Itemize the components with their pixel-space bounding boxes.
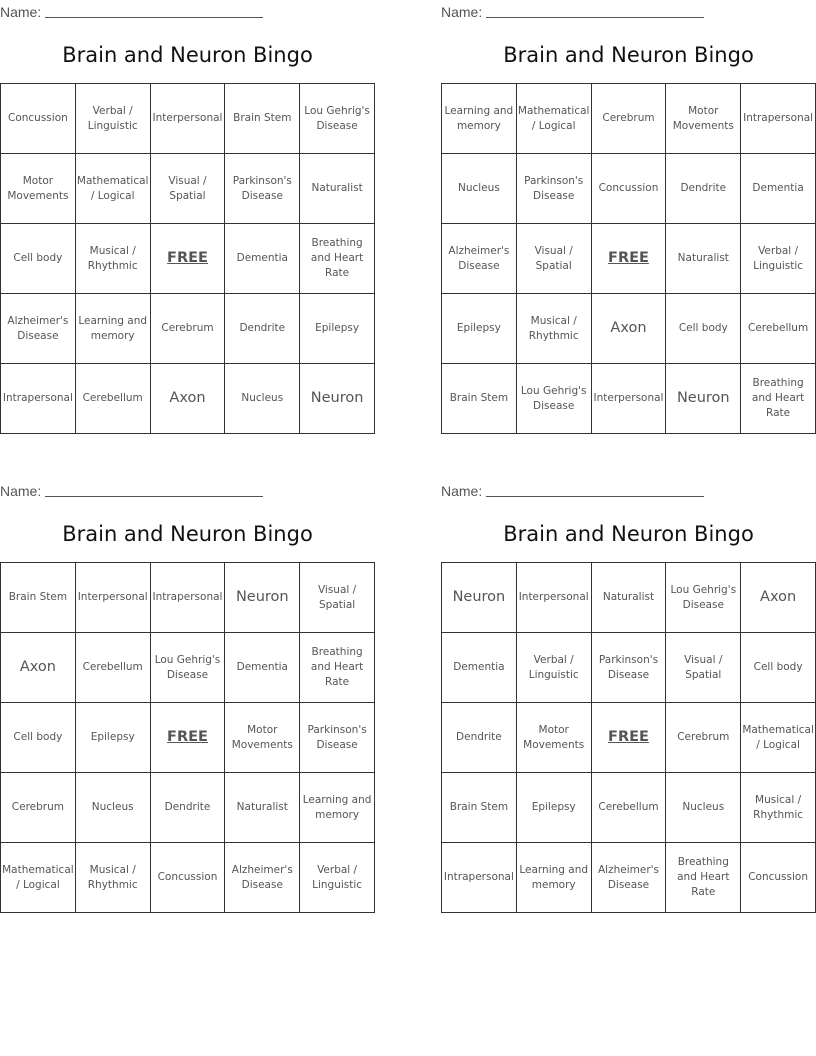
bingo-cell: Breathing and Heart Rate: [741, 364, 816, 434]
bingo-cell: Cerebrum: [151, 294, 226, 364]
bingo-free-cell: FREE: [592, 224, 667, 294]
bingo-cell: Axon: [741, 563, 816, 633]
bingo-cell: Musical / Rhythmic: [76, 224, 151, 294]
bingo-cell: Cerebellum: [76, 364, 151, 434]
bingo-free-cell: FREE: [151, 703, 226, 773]
name-label: Name:: [0, 4, 42, 20]
bingo-cell: Motor Movements: [1, 154, 76, 224]
bingo-cell: Cerebellum: [76, 633, 151, 703]
bingo-cell: Dementia: [741, 154, 816, 224]
bingo-cell: Interpersonal: [592, 364, 667, 434]
bingo-cell: Motor Movements: [666, 84, 741, 154]
bingo-cell: Interpersonal: [76, 563, 151, 633]
name-line: [441, 2, 704, 20]
name-label: Name:: [441, 483, 483, 499]
bingo-cell: Visual / Spatial: [517, 224, 592, 294]
card-title: Brain and Neuron Bingo: [503, 522, 754, 546]
bingo-cell: Mathematical / Logical: [76, 154, 151, 224]
bingo-cell: Dendrite: [225, 294, 300, 364]
bingo-cell: Lou Gehrig's Disease: [666, 563, 741, 633]
bingo-cell: Epilepsy: [76, 703, 151, 773]
bingo-cell: Interpersonal: [151, 84, 226, 154]
bingo-cell: Naturalist: [300, 154, 375, 224]
bingo-cell: Intrapersonal: [1, 364, 76, 434]
name-line: [0, 2, 263, 20]
bingo-cell: Alzheimer's Disease: [1, 294, 76, 364]
bingo-cell: Cerebrum: [1, 773, 76, 843]
bingo-cell: Brain Stem: [225, 84, 300, 154]
bingo-cell: Cell body: [741, 633, 816, 703]
bingo-grid: [0, 83, 375, 434]
bingo-cell: Brain Stem: [442, 773, 517, 843]
bingo-cell: Interpersonal: [517, 563, 592, 633]
bingo-cell: Breathing and Heart Rate: [300, 633, 375, 703]
name-blank: [45, 496, 263, 497]
bingo-cell: Cell body: [666, 294, 741, 364]
bingo-cell: Neuron: [442, 563, 517, 633]
bingo-cell: Intrapersonal: [442, 843, 517, 913]
bingo-cell: Visual / Spatial: [151, 154, 226, 224]
bingo-cell: Concussion: [592, 154, 667, 224]
bingo-cell: Neuron: [300, 364, 375, 434]
bingo-cell: Cerebrum: [592, 84, 667, 154]
bingo-card-3: [0, 479, 375, 913]
bingo-cell: Learning and memory: [76, 294, 151, 364]
bingo-cell: Visual / Spatial: [300, 563, 375, 633]
bingo-cell: Brain Stem: [442, 364, 517, 434]
bingo-cell: Mathematical / Logical: [741, 703, 816, 773]
bingo-cell: Cell body: [1, 703, 76, 773]
name-blank: [45, 17, 263, 18]
bingo-cell: Parkinson's Disease: [225, 154, 300, 224]
name-line: [441, 481, 704, 499]
bingo-cell: Dementia: [225, 633, 300, 703]
bingo-cell: Learning and memory: [300, 773, 375, 843]
bingo-grid: [0, 562, 375, 913]
bingo-cell: Verbal / Linguistic: [741, 224, 816, 294]
bingo-cell: Axon: [592, 294, 667, 364]
bingo-cell: Nucleus: [225, 364, 300, 434]
bingo-cell: Cerebellum: [741, 294, 816, 364]
bingo-free-cell: FREE: [151, 224, 226, 294]
bingo-cell: Neuron: [666, 364, 741, 434]
bingo-cell: Alzheimer's Disease: [225, 843, 300, 913]
bingo-cell: Brain Stem: [1, 563, 76, 633]
bingo-cell: Lou Gehrig's Disease: [300, 84, 375, 154]
bingo-cell: Axon: [1, 633, 76, 703]
card-title: Brain and Neuron Bingo: [503, 43, 754, 67]
name-label: Name:: [0, 483, 42, 499]
card-title: Brain and Neuron Bingo: [62, 43, 313, 67]
bingo-cell: Epilepsy: [442, 294, 517, 364]
bingo-cell: Verbal / Linguistic: [76, 84, 151, 154]
name-label: Name:: [441, 4, 483, 20]
bingo-cell: Motor Movements: [225, 703, 300, 773]
bingo-cell: Parkinson's Disease: [517, 154, 592, 224]
bingo-cell: Intrapersonal: [741, 84, 816, 154]
bingo-cell: Verbal / Linguistic: [517, 633, 592, 703]
bingo-cell: Breathing and Heart Rate: [666, 843, 741, 913]
bingo-cell: Naturalist: [666, 224, 741, 294]
name-blank: [486, 496, 704, 497]
bingo-cell: Cerebellum: [592, 773, 667, 843]
bingo-cell: Lou Gehrig's Disease: [151, 633, 226, 703]
bingo-cell: Nucleus: [666, 773, 741, 843]
bingo-cell: Concussion: [151, 843, 226, 913]
bingo-cell: Learning and memory: [442, 84, 517, 154]
bingo-cell: Dementia: [225, 224, 300, 294]
bingo-cell: Breathing and Heart Rate: [300, 224, 375, 294]
bingo-card-4: [441, 479, 816, 913]
bingo-cell: Naturalist: [592, 563, 667, 633]
bingo-cell: Mathematical / Logical: [1, 843, 76, 913]
bingo-cell: Musical / Rhythmic: [517, 294, 592, 364]
bingo-cell: Cerebrum: [666, 703, 741, 773]
bingo-grid: [441, 83, 816, 434]
bingo-grid: [441, 562, 816, 913]
bingo-card-2: [441, 0, 816, 434]
bingo-cell: Visual / Spatial: [666, 633, 741, 703]
name-line: [0, 481, 263, 499]
bingo-cell: Concussion: [1, 84, 76, 154]
bingo-cell: Parkinson's Disease: [300, 703, 375, 773]
bingo-cell: Neuron: [225, 563, 300, 633]
name-blank: [486, 17, 704, 18]
bingo-cell: Concussion: [741, 843, 816, 913]
card-title: Brain and Neuron Bingo: [62, 522, 313, 546]
bingo-cell: Cell body: [1, 224, 76, 294]
bingo-cell: Musical / Rhythmic: [76, 843, 151, 913]
bingo-card-1: [0, 0, 375, 434]
bingo-cell: Epilepsy: [517, 773, 592, 843]
bingo-cell: Parkinson's Disease: [592, 633, 667, 703]
bingo-cell: Verbal / Linguistic: [300, 843, 375, 913]
bingo-cell: Nucleus: [76, 773, 151, 843]
bingo-cell: Learning and memory: [517, 843, 592, 913]
bingo-cell: Dendrite: [151, 773, 226, 843]
bingo-cell: Alzheimer's Disease: [442, 224, 517, 294]
bingo-cell: Alzheimer's Disease: [592, 843, 667, 913]
bingo-cell: Epilepsy: [300, 294, 375, 364]
bingo-cell: Musical / Rhythmic: [741, 773, 816, 843]
bingo-cell: Dendrite: [442, 703, 517, 773]
bingo-cell: Mathematical / Logical: [517, 84, 592, 154]
bingo-cell: Naturalist: [225, 773, 300, 843]
bingo-free-cell: FREE: [592, 703, 667, 773]
bingo-cell: Motor Movements: [517, 703, 592, 773]
bingo-cell: Nucleus: [442, 154, 517, 224]
bingo-cell: Dementia: [442, 633, 517, 703]
bingo-cell: Intrapersonal: [151, 563, 226, 633]
bingo-cell: Axon: [151, 364, 226, 434]
bingo-cell: Lou Gehrig's Disease: [517, 364, 592, 434]
bingo-cell: Dendrite: [666, 154, 741, 224]
